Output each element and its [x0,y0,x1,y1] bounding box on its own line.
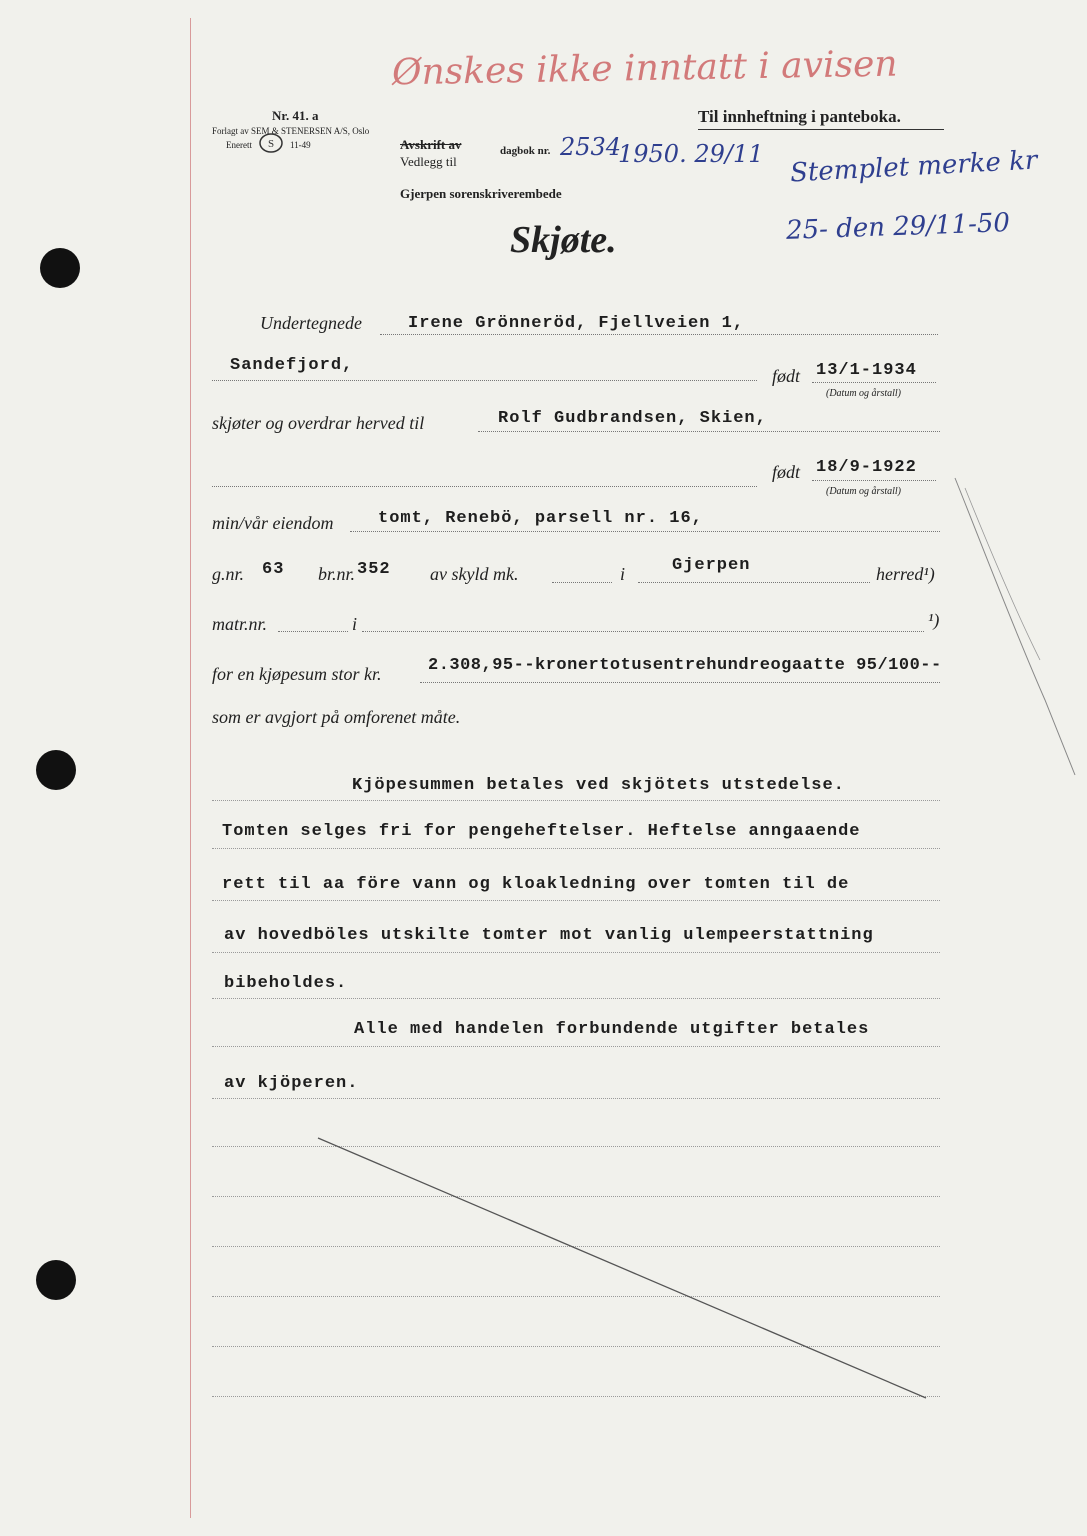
date-hint: (Datum og årstall) [826,486,901,497]
bnr-label: br.nr. [318,564,356,584]
seller-birth: 13/1-1934 [816,361,917,380]
edition: 11-49 [290,140,311,150]
price-value: 2.308,95--kronertotusentrehundreogaatte 95/100-- [428,656,942,675]
avskrift-label: Avskrift av [400,137,462,152]
svg-text:S: S [267,138,275,150]
undertegnede-label: Undertegnede [260,313,362,333]
date-hint: (Datum og årstall) [826,388,901,399]
panteboka-title: Til innheftning i panteboka. [698,107,901,126]
fodt-label: født [772,462,801,482]
herred-label: herred¹) [876,564,935,584]
document-title: Skjøte. [510,219,617,261]
vedlegg-label: Vedlegg til [400,154,457,169]
fodt-label: født [772,366,801,386]
transfer-label: skjøter og overdrar herved til [212,413,425,433]
body-line: rett til aa före vann og kloakledning over tomten til de [222,875,850,894]
price-label: for en kjøpesum stor kr. [212,664,382,684]
buyer-birth: 18/9-1922 [816,458,917,477]
enerett-label: Enerett [226,140,252,150]
property-label: min/vår eiendom [212,513,334,533]
i-label: i [620,564,626,584]
body-line: Alle med handelen forbundende utgifter betales [354,1020,870,1039]
dagbok-date: 1950. 29/11 [618,140,764,168]
publisher-line: Forlagt av SEM & STENERSEN A/S, Oslo [212,126,370,136]
body-line: bibeholdes. [224,974,348,993]
matr-footnote: ¹) [928,610,940,630]
settled-line: som er avgjort på omforenet måte. [212,707,461,727]
herred-value: Gjerpen [672,556,751,575]
matr-label: matr.nr. [212,614,268,634]
form-number: Nr. 41. a [272,108,319,123]
bnr-value: 352 [357,560,391,579]
property-description: tomt, Renebö, parsell nr. 16, [378,509,703,528]
body-line: Kjöpesummen betales ved skjötets utstedelse. [352,776,845,795]
stamp-note-line2: 25- den 29/11-50 [785,208,1011,246]
seller-line1: Irene Grönneröd, Fjellveien 1, [408,314,745,333]
skyld-label: av skyld mk. [430,564,519,584]
matr-i-label: i [352,614,358,634]
body-line: Tomten selges fri for pengeheftelser. Heftelse anngaaende [222,822,861,841]
stamp-note-line1: Stemplet merke kr [789,145,1039,189]
gnr-label: g.nr. [212,564,245,584]
buyer-name: Rolf Gudbrandsen, Skien, [498,409,767,428]
dagbok-label: dagbok nr. [500,145,551,157]
red-annotation: Ønskes ikke inntatt i avisen [391,43,898,94]
office-name: Gjerpen sorenskriverembede [400,186,562,201]
seller-line2: Sandefjord, [230,356,354,375]
gnr-value: 63 [262,560,285,579]
body-line: av kjöperen. [224,1074,359,1093]
dagbok-number: 2534 [560,133,622,161]
body-line: av hovedböles utskilte tomter mot vanlig ulempeerstattning [224,926,874,945]
